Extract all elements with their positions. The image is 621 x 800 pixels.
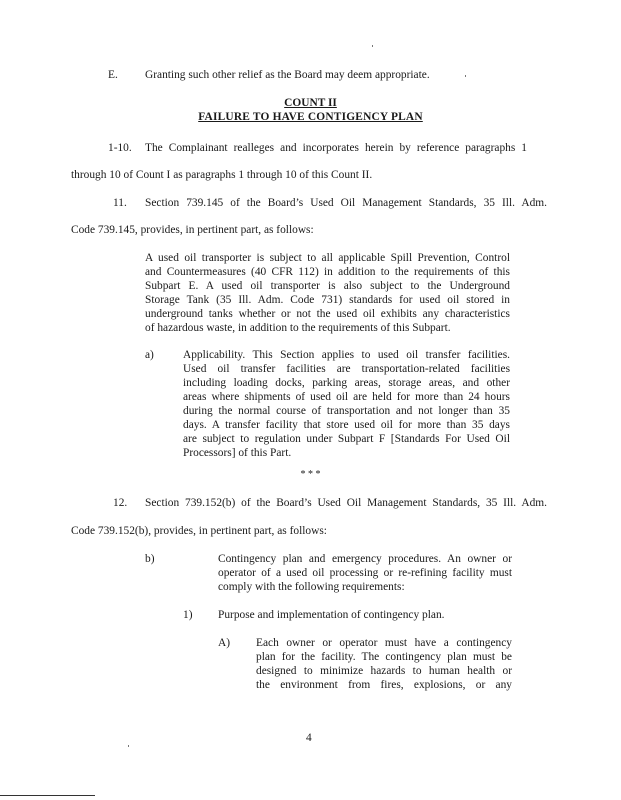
- count-number-heading: COUNT II: [284, 97, 337, 109]
- sub-a-line: days. A transfer facility that store used oil for more than 35 days: [183, 419, 510, 431]
- para-1-10-line-2: through 10 of Count I as paragraphs 1 through 10 of this Count II.: [71, 169, 373, 181]
- sub-A-line: the environment from fires, explosions, or any: [256, 679, 512, 691]
- sub-A-line: plan for the facility. The contingency plan must be: [256, 651, 512, 663]
- sub-b-label: b): [145, 553, 155, 565]
- sub-a-line: during the normal course of transportation and not longer than 35: [183, 405, 510, 417]
- para-12-line-2: Code 739.152(b), provides, in pertinent part, as follows:: [71, 525, 327, 537]
- quote-line: A used oil transporter is subject to all applicable Spill Prevention, Control: [145, 252, 510, 264]
- sub-A-label: A): [218, 637, 231, 649]
- sub-a-line: Processors] of this Part.: [183, 447, 292, 459]
- quote-line: and Countermeasures (40 CFR 112) in addition to the requirements of this: [145, 266, 510, 278]
- bottom-edge-rule: [0, 795, 95, 796]
- page-number: 4: [306, 732, 312, 744]
- sub-a-line: including loading docks, parking areas, storage areas, and other: [183, 377, 510, 389]
- item-e-text: Granting such other relief as the Board may deem appropriate.: [145, 69, 430, 81]
- sub-a-line: are subject to regulation under Subpart F [Standards For Used Oil: [183, 433, 510, 445]
- para-11-line-1: Section 739.145 of the Board’s Used Oil Management Standards, 35 Ill. Adm.: [145, 197, 547, 209]
- sub-b-line: Contingency plan and emergency procedures. An owner or: [218, 553, 512, 565]
- para-1-10-line-1: The Complainant realleges and incorporates herein by reference paragraphs 1: [145, 142, 527, 154]
- scan-speck: [128, 745, 129, 747]
- scan-speck: [372, 45, 373, 47]
- item-e-label: E.: [108, 69, 118, 81]
- count-title-heading: FAILURE TO HAVE CONTIGENCY PLAN: [198, 111, 423, 123]
- quote-line: underground tanks whether or not the used oil exhibits any characteristics: [145, 308, 510, 320]
- para-12-number: 12.: [113, 497, 128, 509]
- sub-1-label: 1): [183, 609, 193, 621]
- sub-1-text: Purpose and implementation of contingency plan.: [218, 609, 445, 621]
- scan-speck: [465, 75, 466, 77]
- quote-line: Storage Tank (35 Ill. Adm. Code 731) standards for used oil stored in: [145, 294, 510, 306]
- sub-a-line: Used oil transfer facilities are transportation-related facilities: [183, 363, 510, 375]
- sub-a-label: a): [145, 349, 154, 361]
- para-11-number: 11.: [113, 197, 127, 209]
- sub-b-line: operator of a used oil processing or re-refining facility must: [218, 567, 512, 579]
- sub-a-line: Applicability. This Section applies to used oil transfer facilities.: [183, 349, 510, 361]
- para-12-line-1: Section 739.152(b) of the Board’s Used Oil Management Standards, 35 Ill. Adm.: [145, 497, 547, 509]
- para-1-10-number: 1-10.: [108, 142, 132, 154]
- quote-line: of hazardous waste, in addition to the requirements of this Subpart.: [145, 322, 451, 334]
- sub-a-line: areas where shipments of used oil are held for more than 24 hours: [183, 391, 510, 403]
- sub-b-line: comply with the following requirements:: [218, 581, 405, 593]
- quote-line: Subpart E. A used oil transporter is also subject to the Underground: [145, 280, 510, 292]
- omission-ellipsis: * * *: [300, 469, 321, 480]
- sub-A-line: Each owner or operator must have a contingency: [256, 637, 512, 649]
- para-11-line-2: Code 739.145, provides, in pertinent part, as follows:: [71, 224, 314, 236]
- sub-A-line: designed to minimize hazards to human health or: [256, 665, 512, 677]
